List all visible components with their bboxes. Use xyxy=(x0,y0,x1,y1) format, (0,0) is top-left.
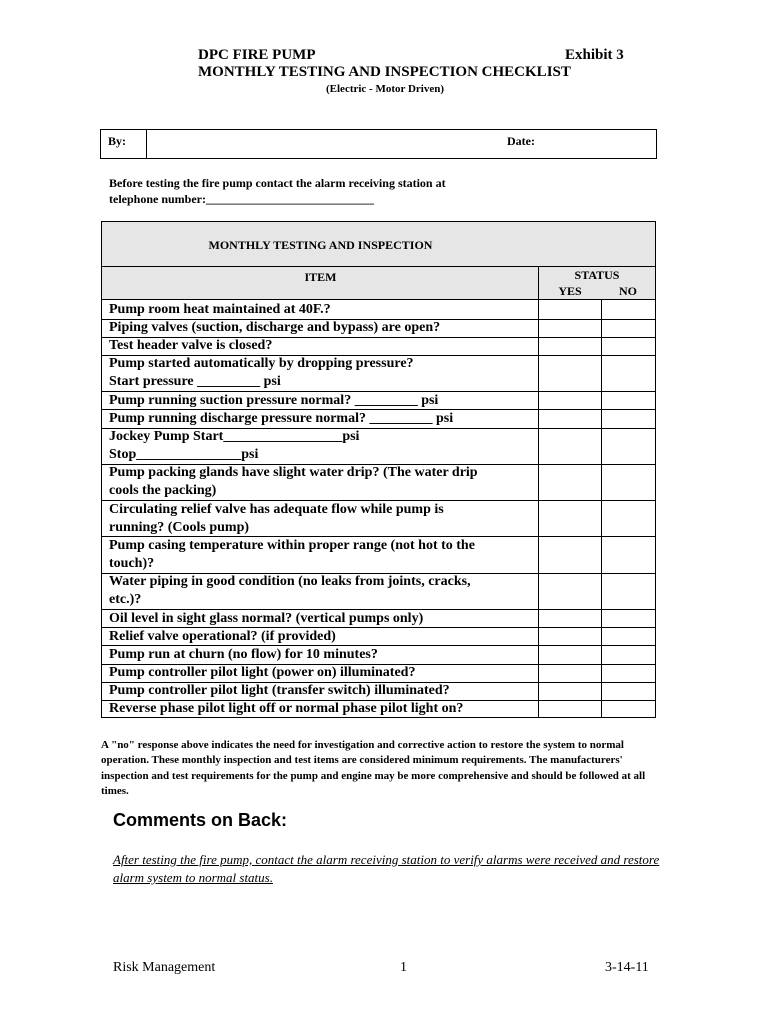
no-cell[interactable] xyxy=(602,409,655,427)
row-text: Start pressure _________ psi xyxy=(109,374,281,390)
footer-page-number: 1 xyxy=(400,960,407,975)
table-row xyxy=(102,337,539,355)
table-row xyxy=(102,501,539,537)
table-row xyxy=(102,301,539,319)
by-field[interactable] xyxy=(147,130,487,158)
no-column-header: NO xyxy=(619,284,637,298)
row-text: Pump run at churn (no flow) for 10 minutes? xyxy=(109,646,378,662)
row-text: Water piping in good condition (no leaks from joints, cracks, xyxy=(109,574,471,590)
item-column-header: ITEM xyxy=(304,270,337,284)
row-text: Pump room heat maintained at 40F.? xyxy=(109,302,331,317)
row-text: running? (Cools pump) xyxy=(109,519,250,535)
status-column-header: STATUS xyxy=(574,268,620,282)
no-cell[interactable] xyxy=(602,336,655,354)
yes-cell[interactable] xyxy=(539,354,601,390)
instruction-line-2: telephone number:____________________________ xyxy=(109,192,374,206)
checklist-table xyxy=(101,221,656,718)
exhibit-label: Exhibit 3 xyxy=(565,47,624,63)
table-row xyxy=(102,428,539,464)
row-text: etc.)? xyxy=(109,592,142,608)
date-field[interactable] xyxy=(551,130,656,158)
footer-date: 3-14-11 xyxy=(605,960,649,975)
yes-cell[interactable] xyxy=(539,409,601,427)
row-text: Circulating relief valve has adequate flow while pump is xyxy=(109,501,444,517)
yes-cell[interactable] xyxy=(539,645,601,663)
no-cell[interactable] xyxy=(602,427,655,463)
no-cell[interactable] xyxy=(602,609,655,627)
by-date-box xyxy=(100,129,657,159)
table-row xyxy=(102,319,539,337)
no-cell[interactable] xyxy=(602,318,655,336)
yes-cell[interactable] xyxy=(539,500,601,536)
row-text: Pump started automatically by dropping pressure? xyxy=(109,356,414,372)
table-row xyxy=(102,355,539,391)
table-row xyxy=(102,664,539,682)
row-text: Pump running discharge pressure normal? _________ psi xyxy=(109,410,454,426)
table-row xyxy=(102,464,539,500)
table-row xyxy=(102,537,539,573)
yes-cell[interactable] xyxy=(539,572,601,608)
table-row xyxy=(102,646,539,664)
row-text: touch)? xyxy=(109,555,155,571)
row-text: cools the packing) xyxy=(109,483,217,499)
no-cell[interactable] xyxy=(602,500,655,536)
table-row xyxy=(102,610,539,628)
response-note: A "no" response above indicates the need for investigation and corrective action to restore the system to normal operation. These monthly inspection and test items are considered minimum requirements. The manufacturers' inspection and test requirements for the pump and engine may be more comprehensive and should be followed at all times. xyxy=(101,739,646,797)
table-row xyxy=(102,410,539,428)
yes-column-header: YES xyxy=(558,284,582,298)
no-cell[interactable] xyxy=(602,627,655,645)
table-row xyxy=(102,628,539,646)
no-cell[interactable] xyxy=(602,536,655,572)
no-cell[interactable] xyxy=(602,663,655,681)
no-cell[interactable] xyxy=(602,699,655,717)
yes-cell[interactable] xyxy=(539,663,601,681)
row-text: Stop_______________psi xyxy=(109,447,259,463)
after-testing-note: After testing the fire pump, contact the alarm receiving station to verify alarms were received and restore alarm system to normal status. xyxy=(113,852,660,885)
no-cell[interactable] xyxy=(602,572,655,608)
yes-cell[interactable] xyxy=(539,427,601,463)
row-text: Pump packing glands have slight water drip? (The water drip xyxy=(109,465,478,481)
document-subtitle: MONTHLY TESTING AND INSPECTION CHECKLIST xyxy=(198,64,571,80)
no-cell[interactable] xyxy=(602,391,655,409)
row-text: Jockey Pump Start_________________psi xyxy=(109,429,360,445)
no-cell[interactable] xyxy=(602,300,655,318)
footer-department: Risk Management xyxy=(113,960,216,975)
yes-cell[interactable] xyxy=(539,609,601,627)
table-row xyxy=(102,392,539,410)
comments-heading: Comments on Back: xyxy=(113,810,288,830)
document-subtitle-detail: (Electric - Motor Driven) xyxy=(326,83,444,95)
table-row xyxy=(102,573,539,609)
yes-cell[interactable] xyxy=(539,536,601,572)
date-label: Date: xyxy=(507,134,535,148)
row-text: Reverse phase pilot light off or normal phase pilot light on? xyxy=(109,701,464,717)
instruction-line-1: Before testing the fire pump contact the alarm receiving station at xyxy=(109,176,446,190)
no-cell[interactable] xyxy=(602,354,655,390)
yes-cell[interactable] xyxy=(539,318,601,336)
yes-cell[interactable] xyxy=(539,699,601,717)
table-row xyxy=(102,682,539,700)
row-text: Pump controller pilot light (power on) illuminated? xyxy=(109,665,416,680)
no-cell[interactable] xyxy=(602,681,655,699)
row-text: Oil level in sight glass normal? (vertical pumps only) xyxy=(109,610,424,626)
yes-cell[interactable] xyxy=(539,336,601,354)
row-text: Pump controller pilot light (transfer switch) illuminated? xyxy=(109,683,450,699)
row-text: Piping valves (suction, discharge and bypass) are open? xyxy=(109,320,441,336)
yes-cell[interactable] xyxy=(539,300,601,318)
document-title: DPC FIRE PUMP xyxy=(198,47,316,63)
by-label: By: xyxy=(108,134,126,148)
table-row xyxy=(102,700,539,718)
yes-cell[interactable] xyxy=(539,463,601,499)
row-text: Test header valve is closed? xyxy=(109,338,273,354)
yes-cell[interactable] xyxy=(539,391,601,409)
row-text: Pump casing temperature within proper range (not hot to the xyxy=(109,537,475,553)
row-text: Relief valve operational? (if provided) xyxy=(109,628,336,644)
row-text: Pump running suction pressure normal? _________ psi xyxy=(109,392,439,408)
header-divider xyxy=(102,266,655,267)
no-cell[interactable] xyxy=(602,463,655,499)
yes-cell[interactable] xyxy=(539,627,601,645)
yes-cell[interactable] xyxy=(539,681,601,699)
no-cell[interactable] xyxy=(602,645,655,663)
table-title: MONTHLY TESTING AND INSPECTION xyxy=(208,238,433,252)
